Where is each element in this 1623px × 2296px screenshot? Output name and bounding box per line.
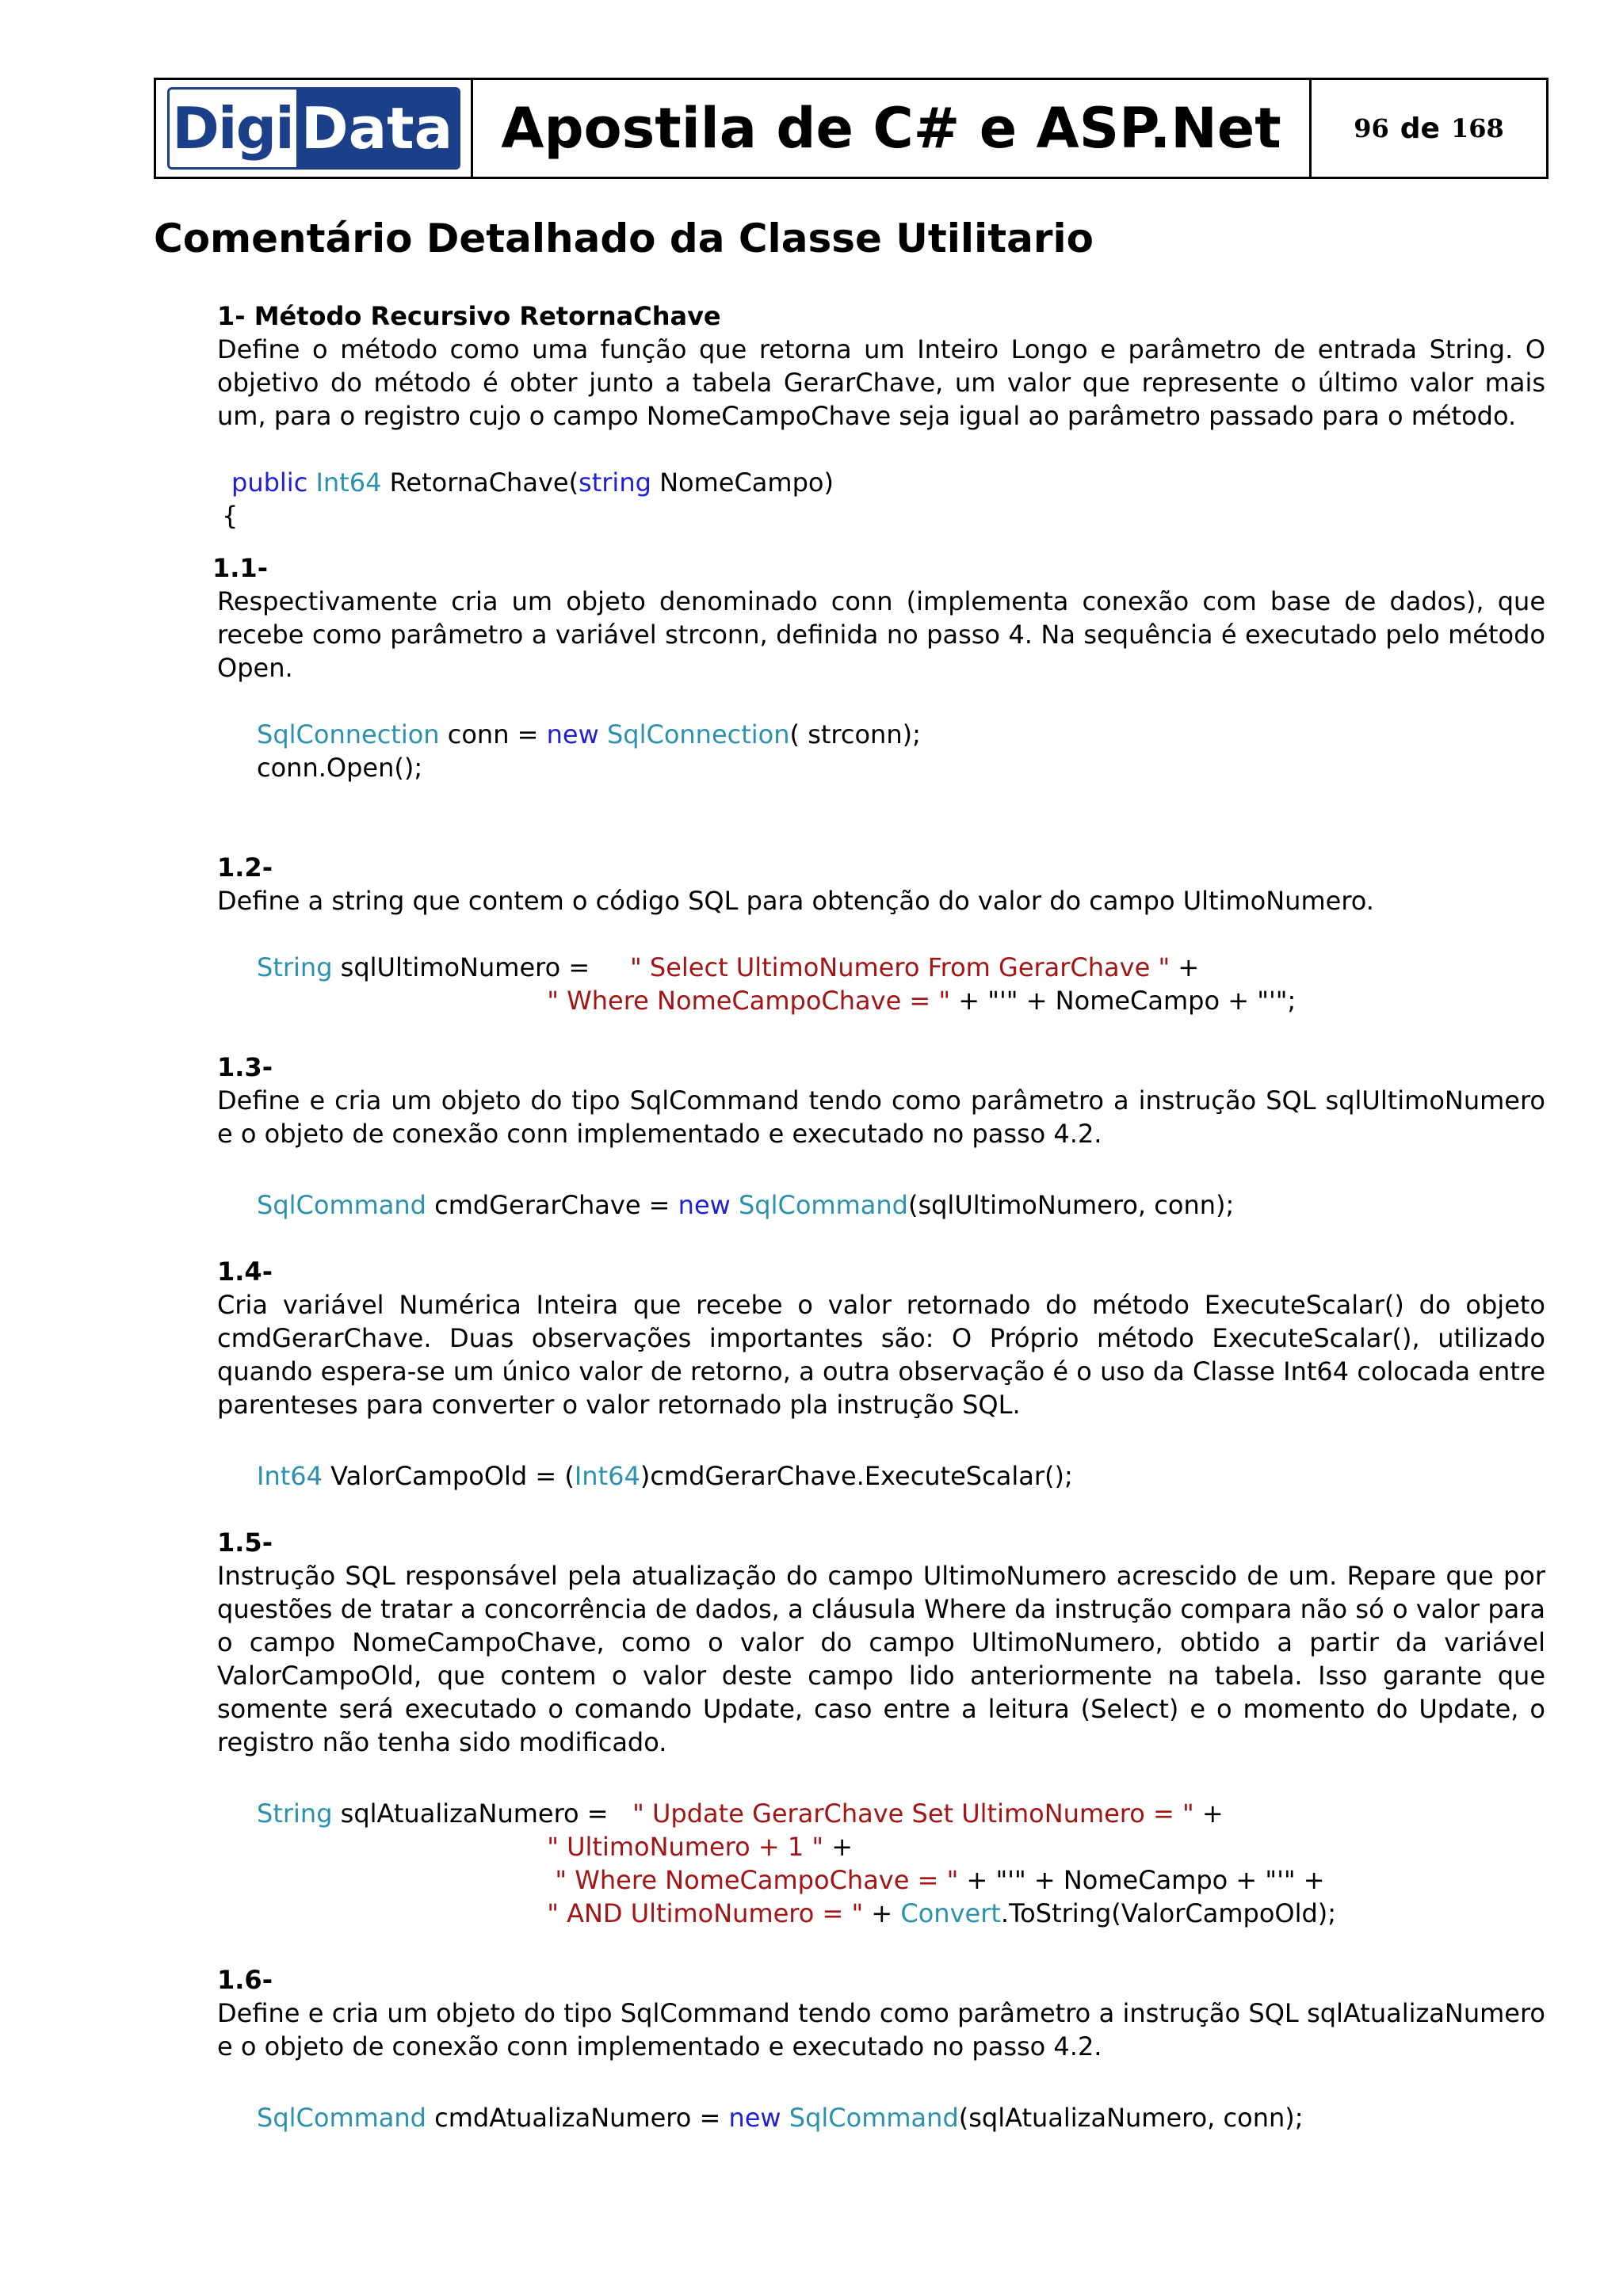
code-line: { <box>222 501 239 531</box>
code-text: cmdGerarChave = <box>426 1190 678 1220</box>
code-string: " Select UltimoNumero From GerarChave " <box>630 952 1170 982</box>
code-line <box>217 1188 1545 1222</box>
page-total: 168 <box>1450 113 1504 143</box>
digidata-logo <box>167 87 460 170</box>
code-type: String <box>257 1798 333 1829</box>
code-type: Int64 <box>257 1461 323 1491</box>
section-title: 1.2- <box>217 852 273 883</box>
logo-cell <box>156 80 473 177</box>
code-line <box>217 466 1545 499</box>
code-string: " UltimoNumero + 1 " <box>547 1832 824 1862</box>
code-text: + <box>863 1898 901 1928</box>
code-keyword: new <box>546 719 599 749</box>
code-type: Convert <box>900 1898 1001 1928</box>
code-type: SqlCommand <box>738 1190 908 1220</box>
code-string: " Update GerarChave Set UltimoNumero = " <box>632 1798 1194 1829</box>
code-type: SqlConnection <box>257 719 440 749</box>
code-text: sqlUltimoNumero = <box>332 952 630 982</box>
section-paragraph: Define e cria um objeto do tipo SqlCommand tendo como parâmetro a instrução SQL sqlAtualizaNumero e o objeto de conexão conn implementado e executado no passo 4.2. <box>217 1998 1545 2061</box>
code-text: ValorCampoOld = ( <box>322 1461 575 1491</box>
code-text: )cmdGerarChave.ExecuteScalar(); <box>640 1461 1073 1491</box>
code-line <box>217 1459 1545 1493</box>
code-type: SqlConnection <box>606 719 790 749</box>
code-text: NomeCampo) <box>651 467 834 498</box>
code-keyword: public <box>231 467 308 498</box>
code-type: Int64 <box>574 1461 640 1491</box>
section-heading: Comentário Detalhado da Classe Utilitario <box>154 215 1094 261</box>
code-text: + "'" + NomeCampo + "'" + <box>958 1865 1325 1895</box>
code-string: " Where NomeCampoChave = " <box>547 986 951 1016</box>
code-text: ( strconn); <box>789 719 921 749</box>
code-line: conn.Open(); <box>257 753 423 783</box>
code-text: (sqlAtualizaNumero, conn); <box>958 2103 1304 2133</box>
code-text: + <box>823 1832 854 1862</box>
document-title: Apostila de C# e ASP.Net <box>473 80 1312 177</box>
section-paragraph: Define o método como uma função que retorna um Inteiro Longo e parâmetro de entrada String. O objetivo do método é obter junto a tabela GerarChave, um valor que represente o último valor mais um, para o registro cujo o campo NomeCampoChave seja igual ao parâmetro passado para o método. <box>217 334 1545 431</box>
code-text: conn = <box>439 719 547 749</box>
code-string: " AND UltimoNumero = " <box>547 1898 864 1928</box>
code-keyword: string <box>579 467 651 498</box>
code-line <box>217 1897 1545 1930</box>
code-string: " Where NomeCampoChave = " <box>555 1865 959 1895</box>
section-title: 1.3- <box>217 1052 273 1082</box>
page-header <box>154 78 1549 179</box>
code-text: + <box>1170 952 1200 982</box>
section-paragraph: Define e cria um objeto do tipo SqlCommand tendo como parâmetro a instrução SQL sqlUltimoNumero e o objeto de conexão conn implementado e executado no passo 4.2. <box>217 1085 1545 1149</box>
code-text: sqlAtualizaNumero = <box>332 1798 633 1829</box>
code-keyword: new <box>678 1190 731 1220</box>
section-paragraph: Instrução SQL responsável pela atualização do campo UltimoNumero acrescido de um. Repare que por questões de tratar a concorrência de dados, a cláusula Where da instrução compara não só o valor para o campo NomeCampoChave, como o valor do campo UltimoNumero, obtido a partir da variável ValorCampoOld, que contem o valor deste campo lido anteriormente na tabela. Isso garante que somente será executado o comando Update, caso entre a leitura (Select) e o momento do Update, o registro não tenha sido modificado. <box>217 1561 1545 1757</box>
code-keyword: new <box>728 2103 781 2133</box>
code-type: String <box>257 952 333 982</box>
code-text: RetornaChave( <box>381 467 579 498</box>
page-current: 96 <box>1354 113 1389 143</box>
code-text: .ToString(ValorCampoOld); <box>1000 1898 1337 1928</box>
code-line <box>217 1797 1545 1830</box>
code-text: cmdAtualizaNumero = <box>426 2103 729 2133</box>
section-title: 1- Método Recursivo RetornaChave <box>217 301 721 331</box>
section-paragraph: Cria variável Numérica Inteira que recebe o valor retornado do método ExecuteScalar() do objeto cmdGerarChave. Duas observações importantes são: O Próprio método ExecuteScalar(), utilizado quando espera-se um único valor de retorno, a outra observação é o uso da Classe Int64 colocada entre parenteses para converter o valor retornado pla instrução SQL. <box>217 1290 1545 1420</box>
logo-text-digi: Digi <box>172 95 293 162</box>
page-separator: de <box>1400 112 1440 145</box>
logo-text-data: Data <box>296 90 458 167</box>
code-type: SqlCommand <box>257 1190 426 1220</box>
code-type: SqlCommand <box>257 2103 426 2133</box>
document-body <box>212 299 1545 2134</box>
code-line <box>217 2101 1545 2134</box>
section-title: 1.5- <box>217 1527 273 1558</box>
code-text: + <box>1193 1798 1224 1829</box>
section-title: 1.1- <box>212 553 268 583</box>
section-paragraph: Define a string que contem o código SQL para obtenção do valor do campo UltimoNumero. <box>217 886 1374 916</box>
code-line <box>217 1863 1545 1897</box>
section-title: 1.6- <box>217 1965 273 1995</box>
page-number <box>1312 80 1546 177</box>
section-title: 1.4- <box>217 1257 273 1287</box>
code-line <box>217 1830 1545 1863</box>
code-line <box>217 951 1545 984</box>
code-type: SqlCommand <box>789 2103 959 2133</box>
code-line <box>217 984 1545 1017</box>
section-paragraph: Respectivamente cria um objeto denominado conn (implementa conexão com base de dados), que recebe como parâmetro a variável strconn, definida no passo 4. Na sequência é executado pelo método Open. <box>217 586 1545 683</box>
code-type: Int64 <box>315 467 382 498</box>
code-text: (sqlUltimoNumero, conn); <box>907 1190 1235 1220</box>
code-line <box>217 718 1545 751</box>
code-text: + "'" + NomeCampo + "'"; <box>950 986 1296 1016</box>
